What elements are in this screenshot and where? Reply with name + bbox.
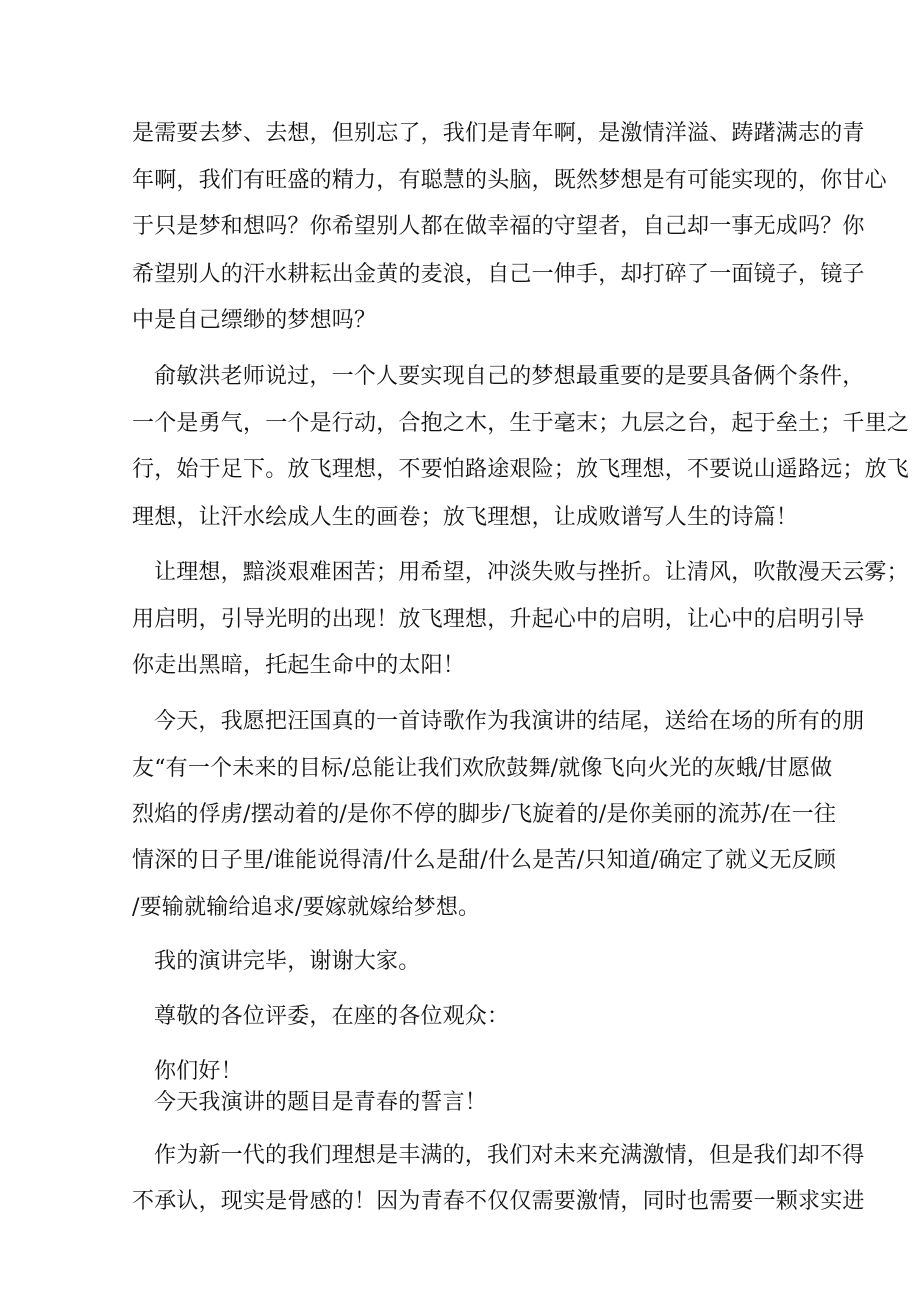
paragraph-3-line-1: 让理想，黯淡艰难困苦；用希望，冲淡失败与挫折。让清风，吹散漫天云雾；	[154, 560, 909, 585]
paragraph-3-line-2: 用启明，引导光明的出现！放飞理想，升起心中的启明，让心中的启明引导	[132, 607, 865, 632]
paragraph-4-line-1: 今天，我愿把汪国真的一首诗歌作为我演讲的结尾，送给在场的所有的朋	[154, 709, 865, 734]
closing-remark: 我的演讲完毕，谢谢大家。	[154, 949, 421, 974]
paragraph-2-line-3: 行，始于足下。放飞理想，不要怕路途艰险；放飞理想，不要说山遥路远；放飞	[132, 457, 910, 482]
paragraph-2-line-4: 理想，让汗水绘成人生的画卷；放飞理想，让成败谱写人生的诗篇！	[132, 505, 799, 530]
paragraph-1-line-3: 于只是梦和想吗？你希望别人都在做幸福的守望者，自己却一事无成吗？你	[132, 214, 865, 239]
speech-topic-line: 今天我演讲的题目是青春的誓言！	[154, 1090, 488, 1115]
paragraph-2-line-2: 一个是勇气，一个是行动，合抱之木，生于毫末；九层之台，起于垒土；千里之	[132, 411, 910, 436]
paragraph-4-line-5: /要输就输给追求/要嫁就嫁给梦想。	[132, 895, 481, 920]
paragraph-2-line-1: 俞敏洪老师说过，一个人要实现自己的梦想最重要的是要具备俩个条件，	[154, 364, 865, 389]
paragraph-1-line-5: 中是自己缥缈的梦想吗？	[132, 308, 377, 333]
paragraph-8-line-2: 不承认，现实是骨感的！因为青春不仅仅需要激情，同时也需要一颗求实进	[132, 1189, 865, 1214]
greeting-hello: 你们好！	[154, 1059, 243, 1084]
paragraph-4-line-4: 情深的日子里/谁能说得清/什么是甜/什么是苦/只知道/确定了就义无反顾	[132, 848, 837, 873]
paragraph-4-line-3: 烈焰的俘虏/摆动着的/是你不停的脚步/飞旋着的/是你美丽的流苏/在一往	[132, 802, 837, 827]
paragraph-3-line-3: 你走出黑暗，托起生命中的太阳！	[132, 653, 466, 678]
paragraph-1-line-1: 是需要去梦、去想，但别忘了，我们是青年啊，是激情洋溢、踌躇满志的青	[132, 121, 865, 146]
paragraph-1-line-2: 年啊，我们有旺盛的精力，有聪慧的头脑，既然梦想是有可能实现的，你甘心	[132, 168, 887, 193]
paragraph-4-line-2: 友“有一个未来的目标/总能让我们欢欣鼓舞/就像飞向火光的灰蛾/甘愿做	[132, 756, 833, 781]
greeting-judges-audience: 尊敬的各位评委，在座的各位观众：	[154, 1004, 510, 1029]
paragraph-8-line-1: 作为新一代的我们理想是丰满的，我们对未来充满激情，但是我们却不得	[154, 1143, 865, 1168]
paragraph-1-line-4: 希望别人的汗水耕耘出金黄的麦浪，自己一伸手，却打碎了一面镜子，镜子	[132, 262, 865, 287]
